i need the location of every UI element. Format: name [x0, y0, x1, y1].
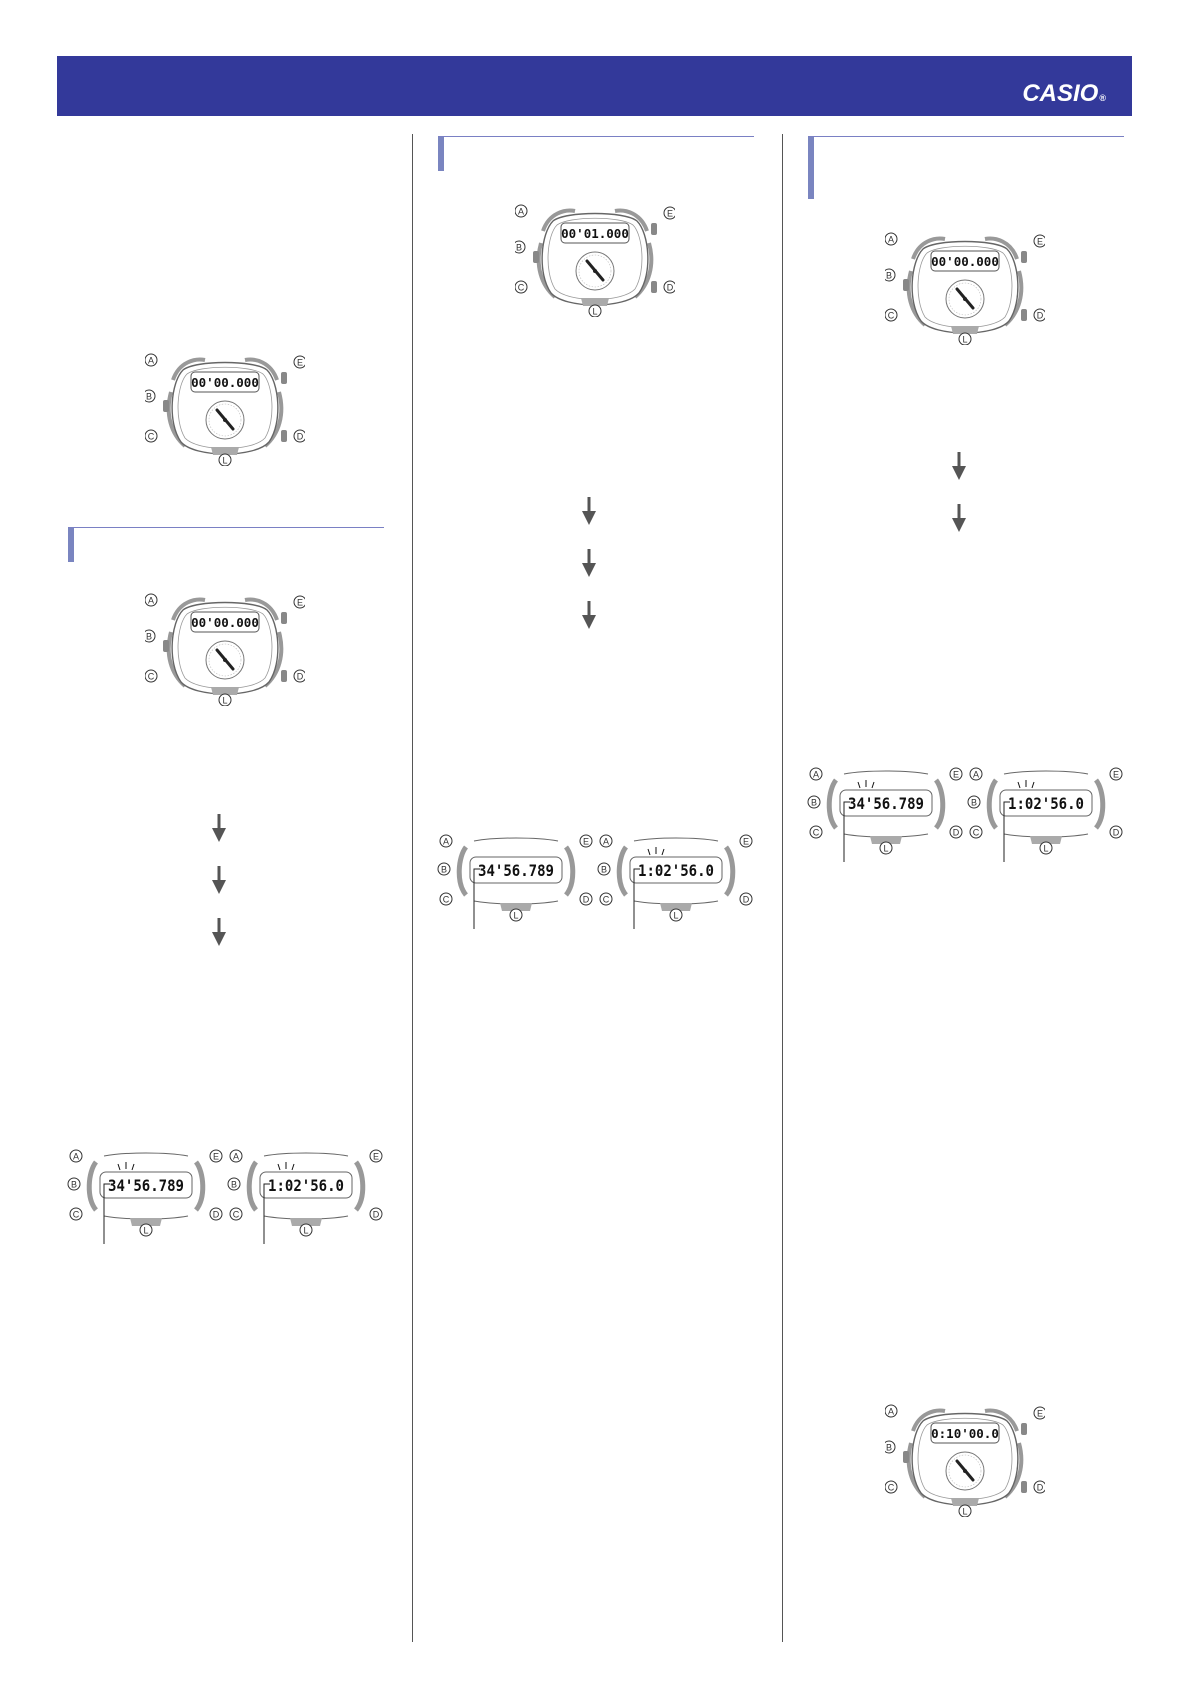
svg-text:E: E	[296, 357, 304, 368]
svg-text:C: C	[887, 310, 895, 321]
svg-text:D: D	[742, 894, 750, 905]
button-e-label	[1034, 235, 1045, 247]
button-l-label	[959, 333, 971, 345]
svg-text:B: B	[970, 797, 978, 808]
button-a-label	[885, 1405, 897, 1417]
svg-text:L: L	[962, 1506, 968, 1517]
svg-text:B: B	[145, 391, 153, 402]
svg-text:L: L	[592, 306, 598, 317]
svg-text:C: C	[602, 894, 610, 905]
watch-illustration	[145, 352, 305, 466]
button-b-label	[438, 863, 450, 875]
button-b-label	[885, 1441, 895, 1453]
svg-text:L: L	[513, 910, 519, 921]
lap-display-illustration	[226, 1148, 386, 1246]
lap-display-illustration	[596, 833, 756, 931]
button-c-label	[810, 826, 822, 838]
button-b-label	[228, 1178, 240, 1190]
arrow-down-icon	[952, 452, 966, 485]
svg-text:D: D	[1036, 1482, 1044, 1493]
svg-text:C: C	[812, 827, 820, 838]
svg-text:L: L	[143, 1225, 149, 1236]
svg-text:A: A	[887, 234, 895, 245]
flashing-indicator-icon	[118, 1162, 134, 1170]
svg-text:E: E	[1036, 236, 1044, 247]
svg-text:B: B	[230, 1179, 238, 1190]
svg-text:B: B	[70, 1179, 78, 1190]
arrow-down-icon	[582, 601, 596, 634]
arrow-down-icon	[582, 549, 596, 582]
svg-text:A: A	[147, 355, 155, 366]
lap-lcd-display: 1:02'56.0	[1008, 794, 1084, 813]
button-e-label	[294, 356, 305, 368]
svg-text:L: L	[883, 843, 889, 854]
button-d-label	[294, 670, 305, 682]
button-l-label	[300, 1224, 312, 1236]
arrow-down-icon	[212, 866, 226, 899]
flashing-indicator-icon	[1018, 780, 1034, 788]
svg-text:E: E	[666, 208, 674, 219]
svg-text:L: L	[962, 334, 968, 345]
svg-text:C: C	[887, 1482, 895, 1493]
lcd-display: 00'00.000	[931, 254, 999, 269]
button-c-label	[70, 1208, 82, 1220]
button-d-label	[580, 893, 592, 905]
arrow-down-icon	[952, 504, 966, 537]
svg-text:B: B	[600, 864, 608, 875]
button-l-label	[140, 1224, 152, 1236]
button-a-label	[145, 354, 157, 366]
lap-lcd-display: 1:02'56.0	[268, 1176, 344, 1195]
lap-lcd-display: 34'56.789	[108, 1176, 184, 1195]
button-a-label	[515, 205, 527, 217]
lap-display-illustration	[66, 1148, 226, 1246]
section-heading-middle	[438, 136, 754, 171]
button-a-label	[145, 594, 157, 606]
svg-text:A: A	[812, 769, 820, 780]
casio-logo: CASIO®	[1022, 80, 1106, 107]
arrow-down-icon	[212, 814, 226, 847]
button-c-label	[515, 281, 527, 293]
column-divider-left	[412, 134, 413, 1642]
button-e-label	[580, 835, 592, 847]
svg-text:D: D	[666, 282, 674, 293]
button-b-label	[808, 796, 820, 808]
button-e-label	[370, 1150, 382, 1162]
svg-text:C: C	[147, 431, 155, 442]
button-c-label	[440, 893, 452, 905]
button-c-label	[145, 430, 157, 442]
button-d-label	[1034, 1481, 1045, 1493]
svg-text:A: A	[232, 1151, 240, 1162]
svg-text:A: A	[887, 1406, 895, 1417]
arrow-down-icon	[582, 497, 596, 530]
button-e-label	[294, 596, 305, 608]
button-d-label	[740, 893, 752, 905]
button-b-label	[598, 863, 610, 875]
watch-illustration	[885, 231, 1045, 345]
svg-text:A: A	[442, 836, 450, 847]
button-l-label	[219, 694, 231, 706]
svg-text:E: E	[212, 1151, 220, 1162]
button-e-label	[210, 1150, 222, 1162]
button-c-label	[600, 893, 612, 905]
button-l-label	[670, 909, 682, 921]
button-d-label	[210, 1208, 222, 1220]
button-a-label	[440, 835, 452, 847]
button-c-label	[885, 309, 897, 321]
svg-text:D: D	[952, 827, 960, 838]
section-heading-right	[808, 136, 1124, 199]
button-b-label	[885, 269, 895, 281]
button-l-label	[219, 454, 231, 466]
flashing-indicator-icon	[278, 1162, 294, 1170]
svg-text:B: B	[885, 270, 893, 281]
svg-text:A: A	[72, 1151, 80, 1162]
button-d-label	[664, 281, 675, 293]
button-d-label	[294, 430, 305, 442]
button-a-label	[885, 233, 897, 245]
arrow-down-icon	[212, 918, 226, 951]
svg-text:A: A	[147, 595, 155, 606]
svg-text:C: C	[972, 827, 980, 838]
lcd-display: 0:10'00.0	[931, 1426, 999, 1441]
button-a-label	[970, 768, 982, 780]
button-e-label	[740, 835, 752, 847]
svg-text:E: E	[296, 597, 304, 608]
lap-lcd-display: 1:02'56.0	[638, 861, 714, 880]
svg-text:D: D	[296, 671, 304, 682]
button-d-label	[370, 1208, 382, 1220]
button-a-label	[70, 1150, 82, 1162]
svg-text:E: E	[582, 836, 590, 847]
button-l-label	[880, 842, 892, 854]
lap-display-illustration	[436, 833, 596, 931]
lcd-display: 00'01.000	[561, 226, 629, 241]
svg-text:C: C	[147, 671, 155, 682]
flashing-indicator-icon	[648, 847, 664, 855]
button-e-label	[1110, 768, 1122, 780]
svg-text:E: E	[742, 836, 750, 847]
lap-lcd-display: 34'56.789	[848, 794, 924, 813]
button-b-label	[968, 796, 980, 808]
svg-text:E: E	[952, 769, 960, 780]
button-l-label	[959, 1505, 971, 1517]
button-b-label	[515, 241, 525, 253]
svg-text:L: L	[1043, 843, 1049, 854]
svg-text:L: L	[222, 455, 228, 466]
svg-text:L: L	[673, 910, 679, 921]
svg-text:D: D	[1036, 310, 1044, 321]
watch-illustration	[515, 203, 675, 317]
svg-text:E: E	[1036, 1408, 1044, 1419]
svg-text:E: E	[372, 1151, 380, 1162]
svg-text:D: D	[212, 1209, 220, 1220]
button-l-label	[589, 305, 601, 317]
svg-text:B: B	[515, 242, 523, 253]
svg-text:A: A	[972, 769, 980, 780]
svg-text:C: C	[72, 1209, 80, 1220]
button-l-label	[510, 909, 522, 921]
flashing-indicator-icon	[858, 780, 874, 788]
svg-text:D: D	[582, 894, 590, 905]
svg-text:B: B	[885, 1442, 893, 1453]
button-b-label	[145, 630, 155, 642]
svg-text:B: B	[810, 797, 818, 808]
svg-text:B: B	[440, 864, 448, 875]
svg-text:D: D	[1112, 827, 1120, 838]
svg-text:C: C	[517, 282, 525, 293]
svg-text:L: L	[303, 1225, 309, 1236]
page-header	[57, 56, 1132, 116]
column-divider-right	[782, 134, 783, 1642]
button-d-label	[950, 826, 962, 838]
svg-text:A: A	[517, 206, 525, 217]
button-e-label	[664, 207, 675, 219]
svg-text:L: L	[222, 695, 228, 706]
button-a-label	[810, 768, 822, 780]
button-a-label	[230, 1150, 242, 1162]
svg-text:A: A	[602, 836, 610, 847]
svg-text:C: C	[232, 1209, 240, 1220]
lcd-display: 00'00.000	[191, 375, 259, 390]
svg-text:E: E	[1112, 769, 1120, 780]
watch-illustration	[885, 1403, 1045, 1517]
svg-text:B: B	[145, 631, 153, 642]
button-c-label	[970, 826, 982, 838]
lap-lcd-display: 34'56.789	[478, 861, 554, 880]
button-e-label	[950, 768, 962, 780]
button-l-label	[1040, 842, 1052, 854]
button-d-label	[1034, 309, 1045, 321]
button-e-label	[1034, 1407, 1045, 1419]
svg-text:D: D	[372, 1209, 380, 1220]
svg-text:C: C	[442, 894, 450, 905]
section-heading-left	[68, 527, 384, 562]
watch-illustration	[145, 592, 305, 706]
button-d-label	[1110, 826, 1122, 838]
lap-display-illustration	[806, 766, 966, 864]
button-c-label	[230, 1208, 242, 1220]
button-b-label	[145, 390, 155, 402]
button-c-label	[885, 1481, 897, 1493]
svg-text:D: D	[296, 431, 304, 442]
button-c-label	[145, 670, 157, 682]
button-a-label	[600, 835, 612, 847]
button-b-label	[68, 1178, 80, 1190]
lcd-display: 00'00.000	[191, 615, 259, 630]
lap-display-illustration	[966, 766, 1126, 864]
